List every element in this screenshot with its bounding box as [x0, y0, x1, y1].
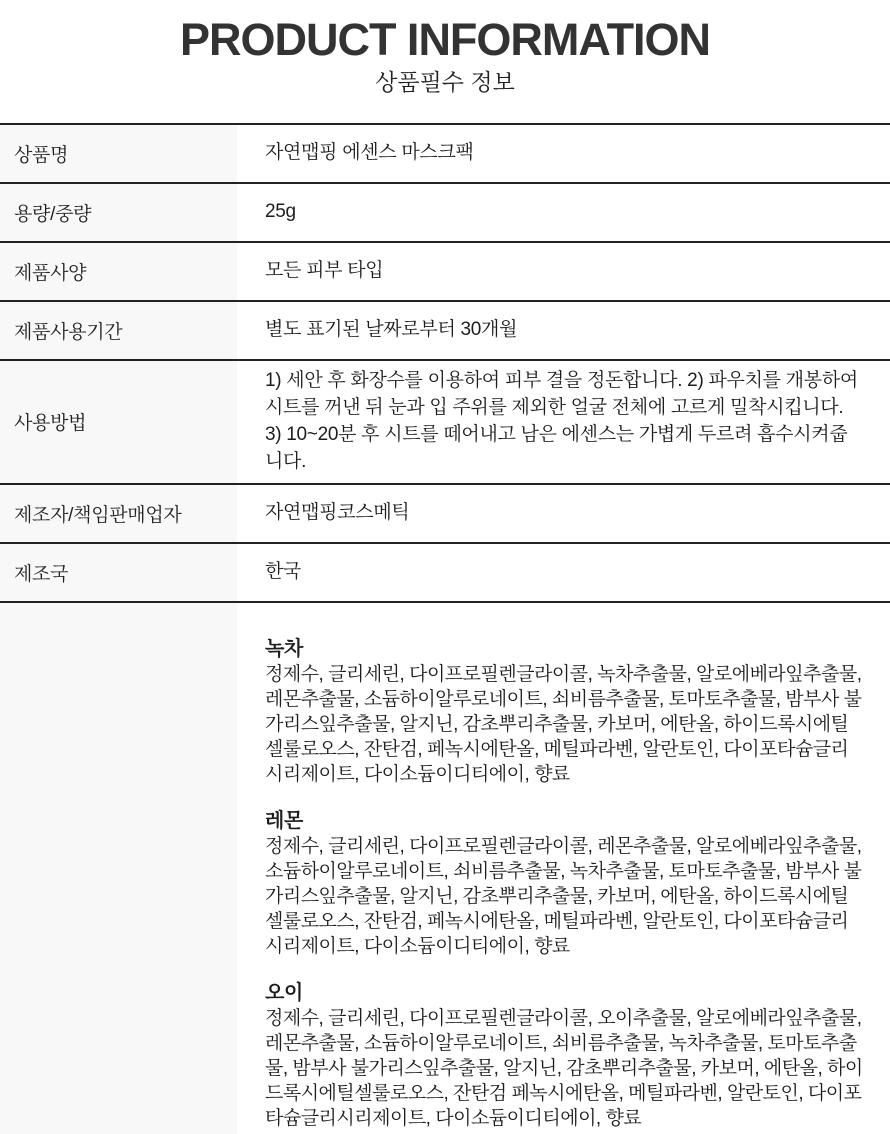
row-label-empty	[0, 603, 237, 1134]
ingredient-group-name: 녹차	[265, 637, 304, 660]
ingredient-group-name: 오이	[265, 981, 304, 1004]
row-label: 제조자/책임판매업자	[0, 485, 237, 542]
ingredient-group-list: 정제수, 글리세린, 다이프로필렌글라이콜, 오이추출물, 알로에베라잎추출물, 레몬추출물, 소듐하이알루로네이트, 쇠비름추출물, 녹차추출물, 토마토추출물, 밤부사 불가리스잎추출물, 알지닌, 감초뿌리추출물, 카보머, 에탄올, 하이드록시에틸셀룰로오스, 잔탄검 페녹시에탄올, 메틸파라벤, 알란토인, 다이포타슘글리시리제이트, 다이소듐이디티에이, 향료	[265, 1007, 863, 1129]
table-row-spec	[0, 243, 890, 302]
row-label: 제조국	[0, 544, 237, 601]
row-value: 한국	[265, 560, 302, 582]
row-label: 제품사용기간	[0, 302, 237, 359]
row-label: 용량/중량	[0, 184, 237, 241]
usage-instructions-text: 1) 세안 후 화장수를 이용하여 피부 결을 정돈합니다. 2) 파우치를 개봉하여 시트를 꺼낸 뒤 눈과 입 주위를 제외한 얼굴 전체에 고르게 밀착시킵니다. 3) 10~20분 후 시트를 떼어내고 남은 에센스는 가볍게 두르려 흡수시켜줍니다.	[265, 369, 858, 472]
ingredient-group-cucumber	[265, 981, 864, 1131]
table-row-volume	[0, 184, 890, 243]
page-header	[0, 0, 890, 97]
ingredients-cell	[237, 603, 890, 1134]
ingredient-group-list: 정제수, 글리세린, 다이프로필렌글라이콜, 녹차추출물, 알로에베라잎추출물, 레몬추출물, 소듐하이알루로네이트, 쇠비름추출물, 토마토추출물, 밤부사 불가리스잎추출물, 알지닌, 감초뿌리추출물, 카보머, 에탄올, 하이드록시에틸셀룰로오스, 잔탄검, 페녹시에탄올, 메틸파라벤, 알란토인, 다이포타슘글리시리제이트, 다이소듐이디티에이, 향료	[265, 663, 862, 785]
row-value: 자연맵핑 에센스 마스크팩	[265, 141, 474, 163]
page-title: PRODUCT INFORMATION	[179, 14, 711, 65]
table-row-usage	[0, 361, 890, 485]
ingredient-group-list: 정제수, 글리세린, 다이프로필렌글라이콜, 레몬추출물, 알로에베라잎추출물, 소듐하이알루로네이트, 쇠비름추출물, 녹차추출물, 토마토추출물, 밤부사 불가리스잎추출물, 알지닌, 감초뿌리추출물, 카보머, 에탄올, 하이드록시에틸셀룰로오스, 잔탄검, 페녹시에탄올, 메틸파라벤, 알란토인, 다이포타슘글리시리제이트, 다이소듐이디티에이, 향료	[265, 835, 862, 957]
table-row-country	[0, 544, 890, 603]
ingredient-group-green-tea	[265, 637, 864, 787]
product-info-table	[0, 123, 890, 1134]
page-subtitle: 상품필수 정보	[375, 69, 515, 96]
row-value: 25g	[265, 200, 296, 222]
table-row-manufacturer	[0, 485, 890, 544]
table-row-expiry	[0, 302, 890, 361]
table-row-ingredients	[0, 603, 890, 1134]
row-label: 사용방법	[0, 361, 237, 483]
table-row-product-name	[0, 125, 890, 184]
row-value: 자연맵핑코스메틱	[265, 501, 410, 523]
row-label: 상품명	[0, 125, 237, 182]
row-value: 별도 표기된 날짜로부터 30개월	[265, 318, 518, 340]
ingredient-group-name: 레몬	[265, 809, 304, 832]
row-value	[237, 361, 890, 483]
row-value: 모든 피부 타입	[265, 259, 384, 281]
row-label: 제품사양	[0, 243, 237, 300]
ingredient-group-lemon	[265, 809, 864, 959]
